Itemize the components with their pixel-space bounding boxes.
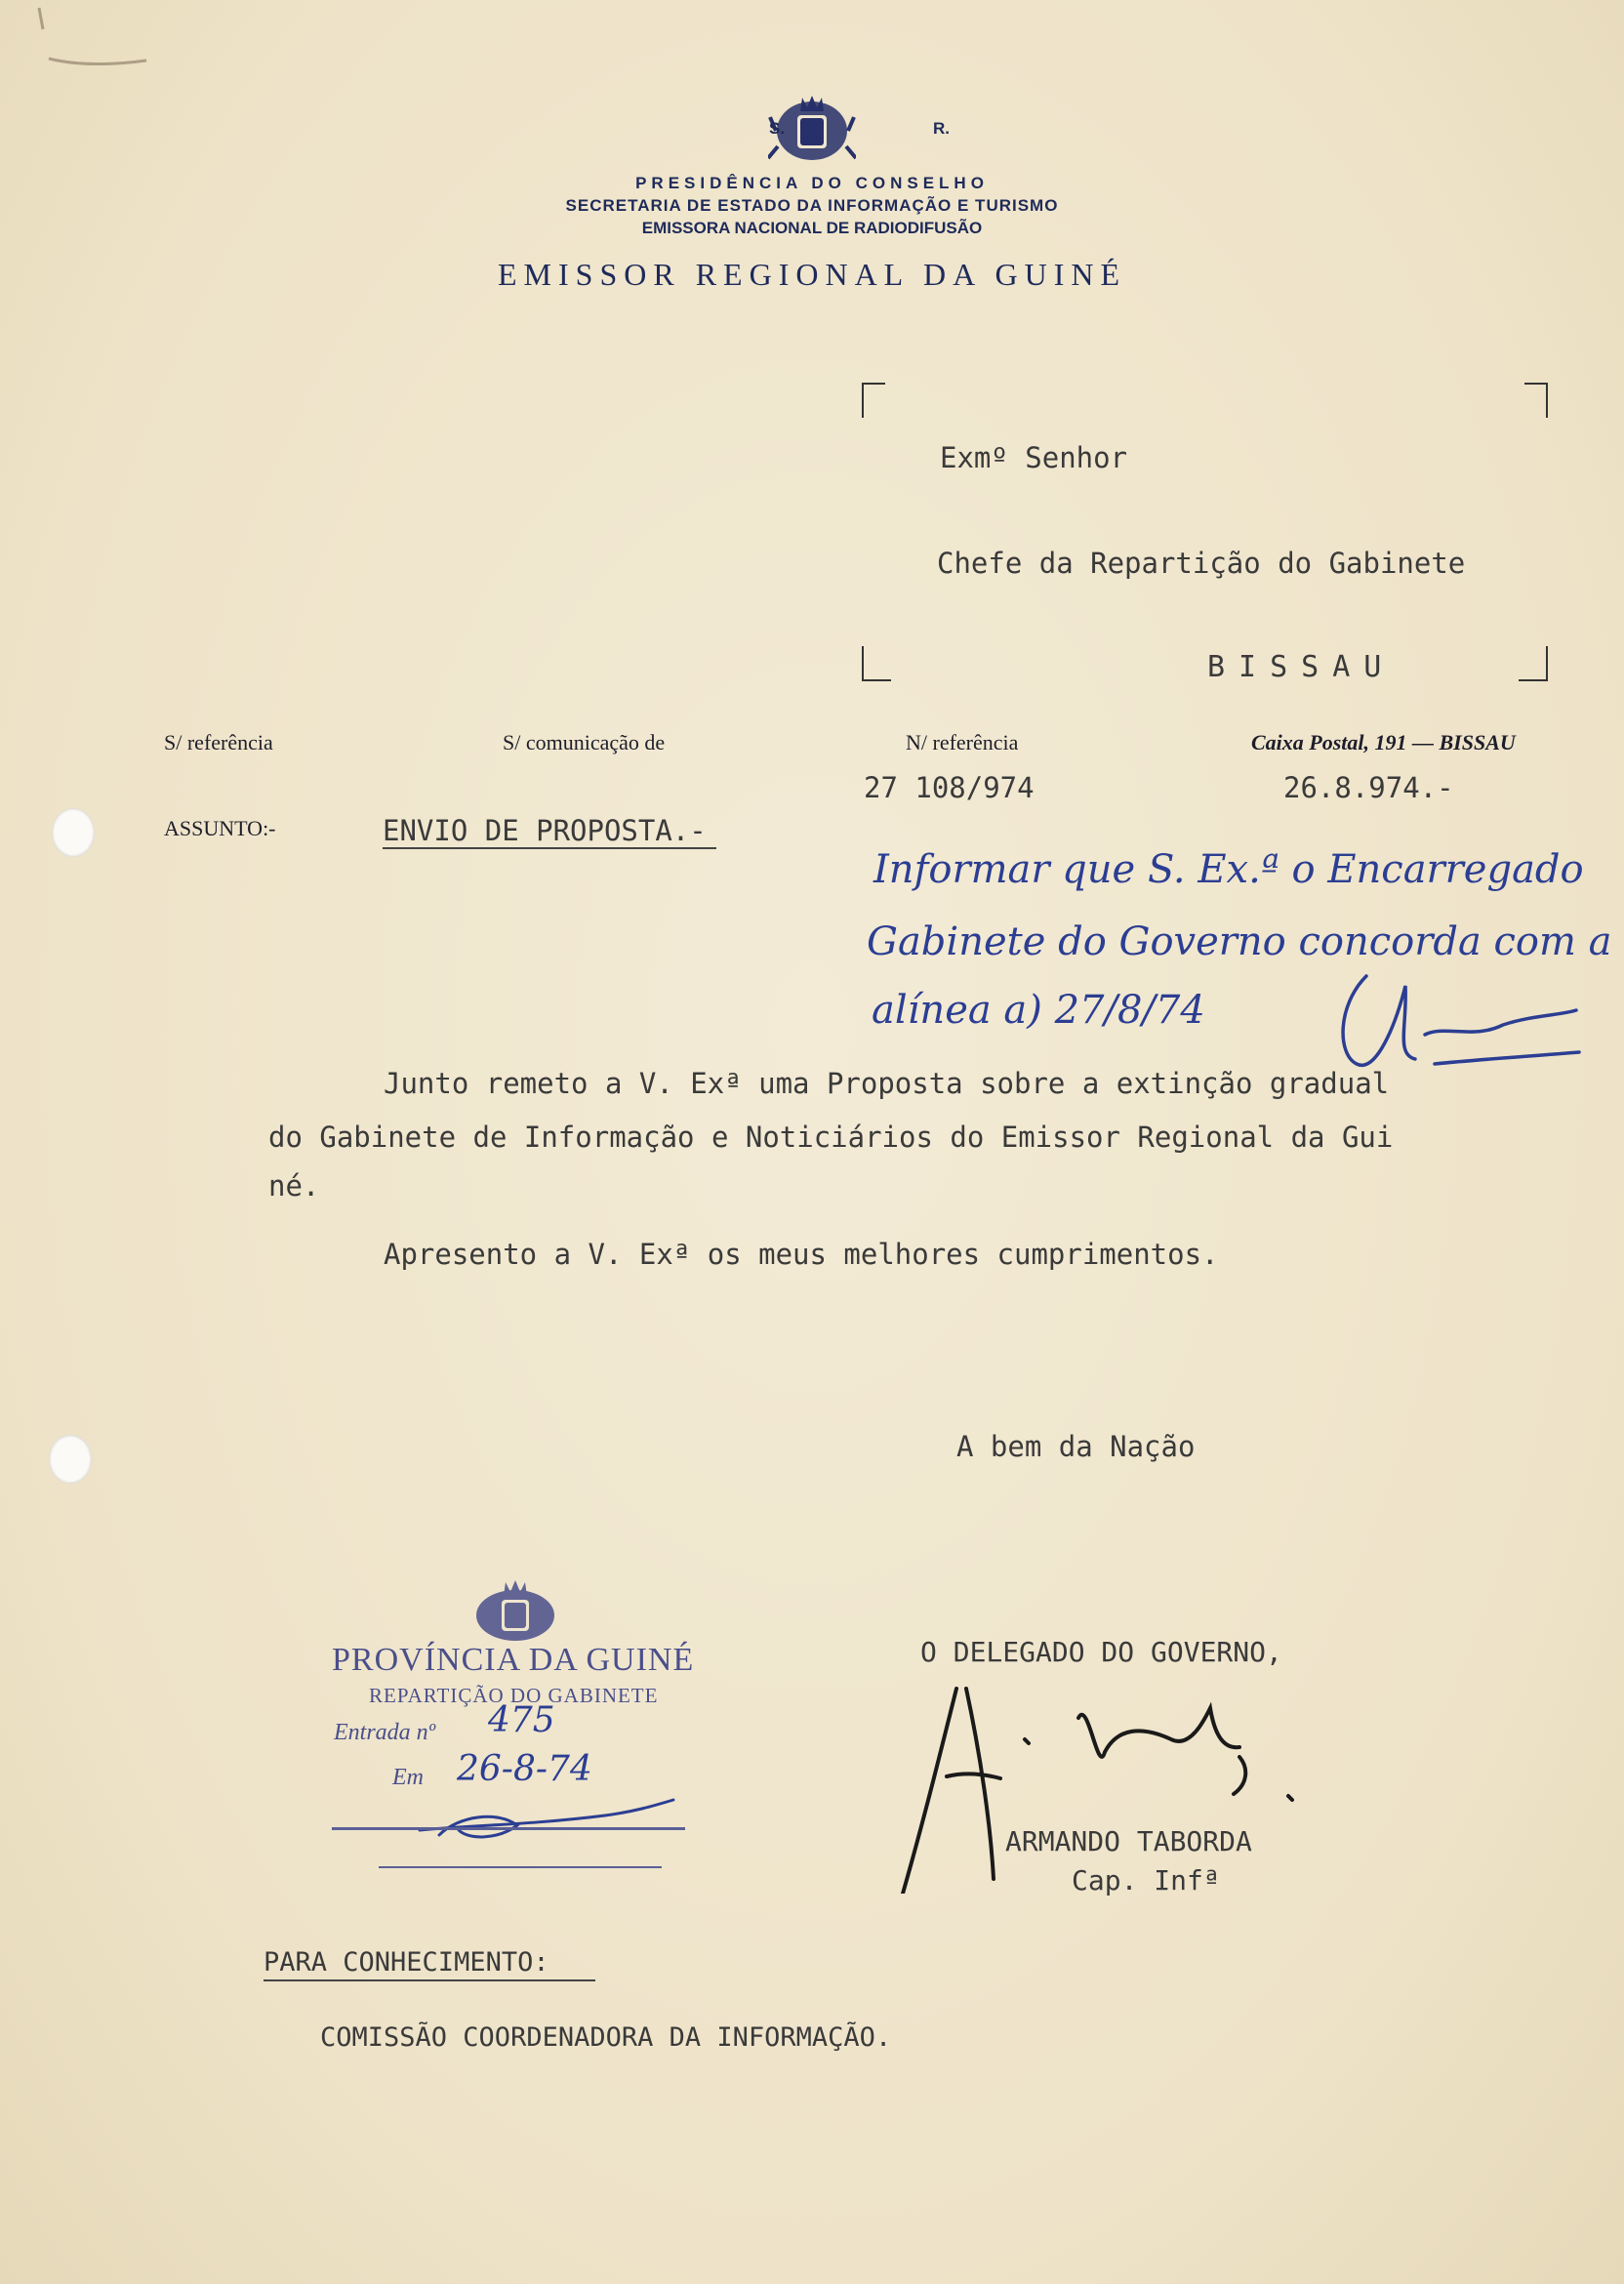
handwritten-note-line-2: Gabinete do Governo concorda com a [867,919,1612,964]
stamp-crest-icon [468,1576,562,1645]
n-referencia-label: N/ referência [906,730,1019,755]
letterhead-s-mark: S. [769,119,786,138]
s-referencia-label: S/ referência [164,730,273,755]
closing-formula: A bem da Nação [956,1430,1196,1463]
stamp-rule [379,1866,662,1868]
body-paragraph-1-line-2: do Gabinete de Informação e Noticiários do Emissor Regional da Gui [268,1121,1394,1154]
signatory-name: ARMANDO TABORDA [1005,1825,1252,1857]
torn-corner-mark [0,0,195,78]
assunto-label: ASSUNTO:- [164,816,276,840]
n-referencia-value: 27 108/974 [864,771,1035,804]
stamp-province: PROVÍNCIA DA GUINÉ [332,1642,695,1678]
address-bracket-bottom-left [862,646,891,681]
stamp-department: REPARTIÇÃO DO GABINETE [369,1684,659,1707]
handwritten-signature [878,1659,1386,1894]
handwritten-note-line-1: Informar que S. Ex.ª o Encarregado [873,847,1584,892]
body-paragraph-2: Apresento a V. Exª os meus melhores cumprimentos. [384,1238,1219,1271]
letterhead-title: EMISSOR REGIONAL DA GUINÉ [497,257,1127,292]
body-paragraph-1-line-3: né. [268,1169,320,1203]
caixa-postal-label: Caixa Postal, 191 — BISSAU [1251,730,1516,755]
handwritten-note-line-3: alínea a) 27/8/74 [872,988,1205,1033]
letterhead-line-2: SECRETARIA DE ESTADO DA INFORMAÇÃO E TURISMO [565,196,1059,215]
handwritten-initials-signature [1337,966,1581,1074]
para-conhecimento-underline [264,1979,595,1981]
letterhead-r-mark: R. [933,119,950,138]
letter-date: 26.8.974.- [1283,771,1454,804]
address-salutation: Exmº Senhor [940,441,1128,474]
assunto-value: ENVIO DE PROPOSTA.- [383,814,707,847]
subject-underline [383,847,716,849]
address-bracket-bottom-right [1519,646,1548,681]
address-city: BISSAU [1207,650,1396,684]
address-recipient: Chefe da Repartição do Gabinete [937,547,1466,580]
stamp-initials-scribble [410,1786,683,1855]
body-paragraph-1-line-1: Junto remeto a V. Exª uma Proposta sobre a extinção gradual [384,1067,1390,1100]
punch-hole [52,808,95,857]
stamp-entrada-value: 475 [488,1700,555,1740]
stamp-rule [332,1827,685,1830]
address-bracket-top-left [862,383,885,418]
stamp-entrada-label: Entrada nº [334,1720,436,1745]
letterhead-line-3: EMISSORA NACIONAL DE RADIODIFUSÃO [641,219,983,237]
para-conhecimento-label: PARA CONHECIMENTO: [264,1947,549,1978]
signatory-title: O DELEGADO DO GOVERNO, [920,1636,1282,1668]
s-comunicacao-label: S/ comunicação de [503,730,666,755]
copy-recipient: COMISSÃO COORDENADORA DA INFORMAÇÃO. [320,2022,892,2053]
stamp-em-value: 26-8-74 [457,1749,592,1789]
signatory-rank: Cap. Infª [1072,1864,1220,1897]
letterhead-line-1: PRESIDÊNCIA DO CONSELHO [635,174,989,192]
address-bracket-top-right [1524,383,1548,418]
punch-hole [49,1435,92,1484]
stamp-em-label: Em [392,1765,424,1790]
